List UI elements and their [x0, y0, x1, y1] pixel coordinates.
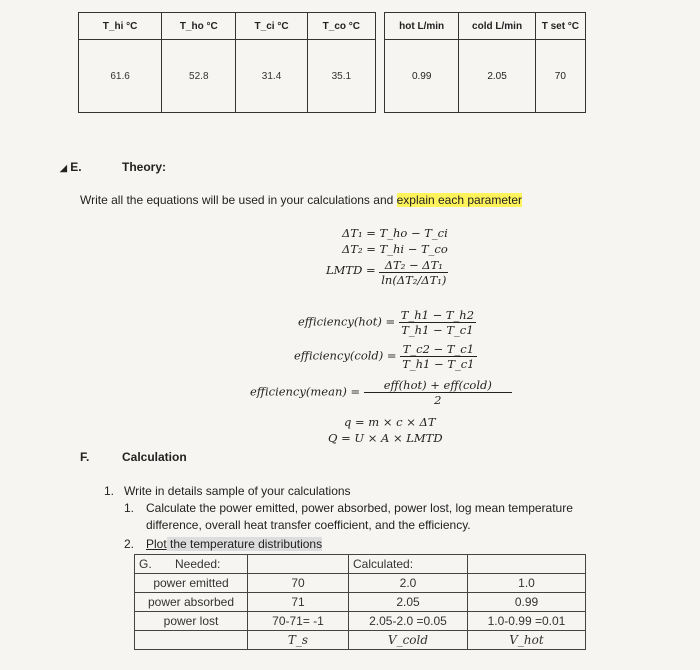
table-row: [135, 593, 586, 612]
equation-eff-mean: [250, 378, 512, 407]
row-value: 2.0: [349, 574, 468, 593]
row-symbol-vhot: V_hot: [468, 631, 586, 650]
eff-mean-numerator: eff(hot) + eff(cold): [383, 378, 492, 392]
header-t-ci: T_ci °C: [236, 13, 307, 40]
eff-cold-lhs: efficiency(cold) =: [294, 348, 397, 363]
row-label: power absorbed: [135, 593, 248, 612]
row-value: 1.0-0.99 =0.01: [468, 612, 586, 631]
row-label: power lost: [135, 612, 248, 631]
eff-cold-denominator: T_h1 − T_c1: [402, 357, 475, 371]
plot-word: Plot: [146, 537, 167, 551]
row-value: 2.05-2.0 =0.05: [349, 612, 468, 631]
section-f-title: Calculation: [122, 450, 187, 464]
calc-header-calculated: Calculated:: [349, 555, 468, 574]
equation-q: q = m × c × ΔT: [344, 415, 436, 429]
section-e-title: Theory:: [122, 160, 167, 174]
table-row: [135, 574, 586, 593]
table-row: [135, 612, 586, 631]
header-t-co: T_co °C: [307, 13, 375, 40]
eff-mean-denominator: 2: [364, 392, 512, 407]
header-t-hi: T_hi °C: [79, 13, 162, 40]
header-hot-flow: hot L/min: [385, 13, 459, 40]
section-f-marker: F.: [80, 450, 90, 464]
calc-sub-1-number: 1.: [124, 501, 135, 515]
row-symbol-ts: T_s: [248, 631, 349, 650]
row-label: power emitted: [135, 574, 248, 593]
eff-hot-lhs: efficiency(hot) =: [298, 314, 396, 329]
equation-lmtd: [326, 258, 448, 287]
section-e-heading: [60, 160, 82, 174]
row-label: [135, 631, 248, 650]
eff-cold-numerator: T_c2 − T_c1: [402, 342, 475, 356]
calc-header-blank: [248, 555, 349, 574]
eff-hot-denominator: T_h1 − T_c1: [401, 323, 474, 337]
equation-big-q: Q = U × A × LMTD: [328, 431, 443, 445]
row-value: 70-71= -1: [248, 612, 349, 631]
eff-mean-lhs: efficiency(mean) =: [250, 384, 361, 399]
row-value: 1.0: [468, 574, 586, 593]
row-value: 70: [248, 574, 349, 593]
value-t-co: 35.1: [307, 40, 375, 113]
instruction-text: Write all the equations will be used in your calculations and: [80, 193, 397, 207]
plot-rest: the temperature distributions: [166, 537, 323, 551]
calc-sub-1-line1: Calculate the power emitted, power absorbed, power lost, log mean temperature: [146, 501, 573, 515]
calc-sub-2-number: 2.: [124, 537, 135, 551]
calc-item-1-number: 1.: [104, 484, 115, 498]
table-row: [135, 631, 586, 650]
lmtd-denominator: ln(ΔT₂/ΔT₁): [381, 273, 447, 287]
calculation-table: [134, 554, 586, 650]
value-cold-flow: 2.05: [459, 40, 535, 113]
header-t-set: T set °C: [535, 13, 585, 40]
value-t-hi: 61.6: [79, 40, 162, 113]
calc-header-blank-2: [468, 555, 586, 574]
temperature-table: [78, 12, 376, 113]
theory-instruction: [80, 193, 522, 207]
section-e-marker: E.: [70, 160, 82, 174]
lmtd-lhs: LMTD =: [326, 262, 376, 277]
value-t-ho: 52.8: [162, 40, 236, 113]
equation-eff-cold: [294, 342, 477, 371]
row-value: 71: [248, 593, 349, 612]
calc-sub-1-line2: difference, overall heat transfer coefficient, and the efficiency.: [146, 518, 471, 532]
value-t-ci: 31.4: [236, 40, 307, 113]
calc-header-needed: G. Needed:: [135, 555, 248, 574]
flow-table: [384, 12, 586, 113]
equation-dt1: ΔT₁ = T_ho − T_ci: [342, 226, 448, 240]
lmtd-fraction: [379, 258, 448, 287]
collapse-triangle-icon[interactable]: ◢: [60, 163, 67, 173]
header-t-ho: T_ho °C: [162, 13, 236, 40]
header-cold-flow: cold L/min: [459, 13, 535, 40]
value-t-set: 70: [535, 40, 585, 113]
row-symbol-vcold: V_cold: [349, 631, 468, 650]
eff-hot-fraction: [399, 308, 476, 337]
calc-item-1: Write in details sample of your calculations: [124, 484, 351, 498]
lmtd-numerator: ΔT₂ − ΔT₁: [384, 258, 443, 272]
equation-dt2: ΔT₂ = T_hi − T_co: [342, 242, 448, 256]
value-hot-flow: 0.99: [385, 40, 459, 113]
row-value: 2.05: [349, 593, 468, 612]
eff-cold-fraction: [400, 342, 476, 371]
instruction-highlight: explain each parameter: [396, 193, 523, 207]
eff-mean-fraction: [364, 378, 512, 407]
equation-eff-hot: [298, 308, 476, 337]
row-value: 0.99: [468, 593, 586, 612]
calc-sub-2: [146, 537, 322, 551]
eff-hot-numerator: T_h1 − T_h2: [400, 308, 475, 322]
